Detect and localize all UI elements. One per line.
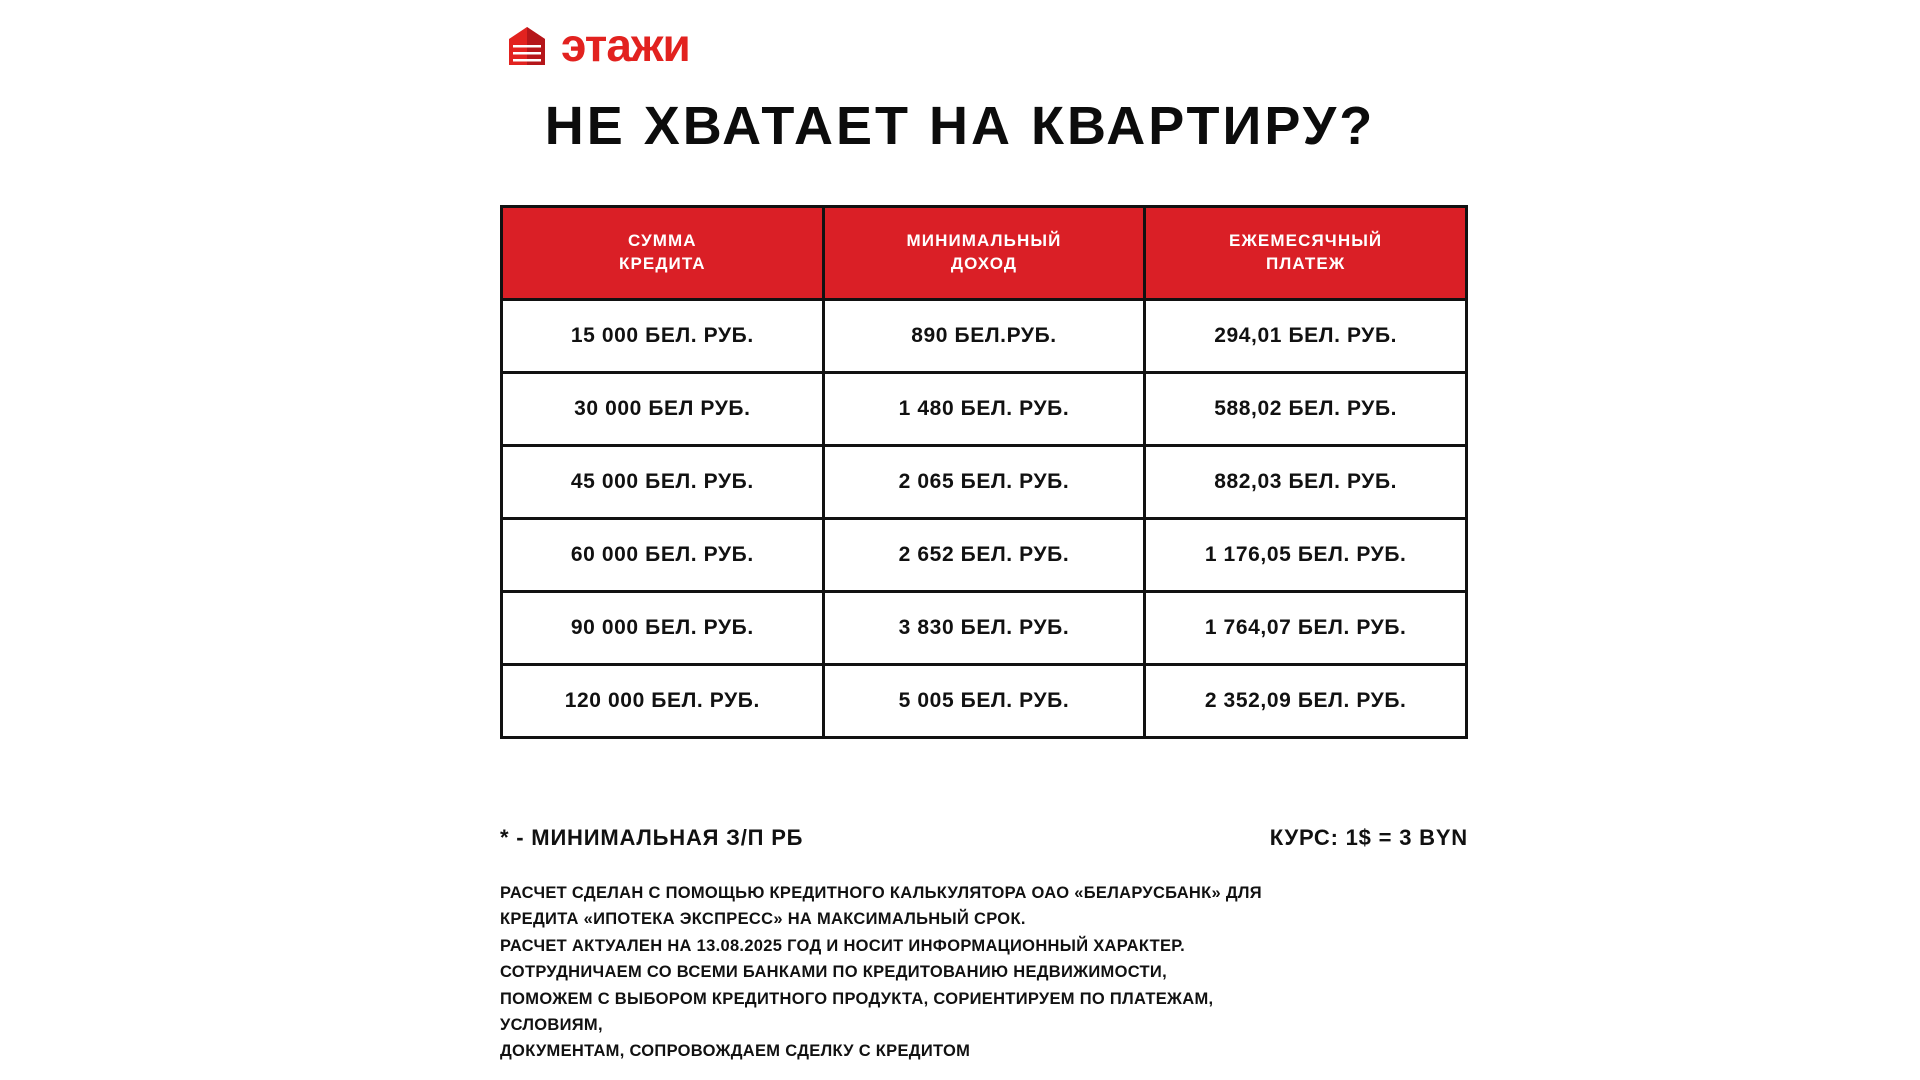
cell-monthly-payment: 1 764,07 БЕЛ. РУБ. bbox=[1145, 591, 1467, 664]
cell-monthly-payment: 588,02 БЕЛ. РУБ. bbox=[1145, 372, 1467, 445]
table-row bbox=[502, 299, 1467, 372]
cell-min-income: 5 005 БЕЛ. РУБ. bbox=[823, 664, 1145, 737]
header-line-2: ДОХОД bbox=[950, 253, 1018, 273]
cell-loan-amount: 90 000 БЕЛ. РУБ. bbox=[502, 591, 824, 664]
header-line-1: СУММА bbox=[627, 231, 697, 250]
table-row bbox=[502, 372, 1467, 445]
disclaimer-line: ПОМОЖЕМ С ВЫБОРОМ КРЕДИТНОГО ПРОДУКТА, СОРИЕНТИРУЕМ ПО ПЛАТЕЖАМ, bbox=[500, 989, 1214, 1008]
header-line-2: КРЕДИТА bbox=[618, 253, 706, 273]
credit-table-container bbox=[500, 205, 1468, 739]
notes-row bbox=[500, 825, 1468, 851]
table-body bbox=[502, 299, 1467, 737]
disclaimer-line: РАСЧЕТ АКТУАЛЕН НА 13.08.2025 ГОД И НОСИТ ИНФОРМАЦИОННЫЙ ХАРАКТЕР. bbox=[500, 936, 1186, 955]
cell-min-income: 890 БЕЛ.РУБ. bbox=[823, 299, 1145, 372]
cell-monthly-payment: 1 176,05 БЕЛ. РУБ. bbox=[1145, 518, 1467, 591]
table-row bbox=[502, 445, 1467, 518]
cell-loan-amount: 120 000 БЕЛ. РУБ. bbox=[502, 664, 824, 737]
column-header-loan-amount bbox=[502, 207, 824, 300]
cell-monthly-payment: 294,01 БЕЛ. РУБ. bbox=[1145, 299, 1467, 372]
table-head bbox=[502, 207, 1467, 300]
disclaimer-line: КРЕДИТА «ИПОТЕКА ЭКСПРЕСС» НА МАКСИМАЛЬНЫЙ СРОК. bbox=[500, 910, 1026, 929]
cell-min-income: 3 830 БЕЛ. РУБ. bbox=[823, 591, 1145, 664]
cell-monthly-payment: 882,03 БЕЛ. РУБ. bbox=[1145, 445, 1467, 518]
cell-loan-amount: 45 000 БЕЛ. РУБ. bbox=[502, 445, 824, 518]
cell-monthly-payment: 2 352,09 БЕЛ. РУБ. bbox=[1145, 664, 1467, 737]
cell-loan-amount: 15 000 БЕЛ. РУБ. bbox=[502, 299, 824, 372]
column-header-min-income bbox=[823, 207, 1145, 300]
disclaimer-line: СОТРУДНИЧАЕМ СО ВСЕМИ БАНКАМИ ПО КРЕДИТОВАНИЮ НЕДВИЖИМОСТИ, bbox=[500, 963, 1167, 982]
disclaimer-line: УСЛОВИЯМ, bbox=[500, 1015, 603, 1034]
brand-name: этажи bbox=[561, 19, 690, 71]
table-row bbox=[502, 591, 1467, 664]
table-row bbox=[502, 518, 1467, 591]
header-line-1: МИНИМАЛЬНЫЙ bbox=[906, 231, 1062, 250]
header-line-1: ЕЖЕМЕСЯЧНЫЙ bbox=[1229, 231, 1383, 250]
table-header-row bbox=[502, 207, 1467, 300]
note-exchange-rate: КУРС: 1$ = 3 BYN bbox=[1269, 825, 1468, 850]
cell-loan-amount: 30 000 БЕЛ РУБ. bbox=[502, 372, 824, 445]
cell-min-income: 2 652 БЕЛ. РУБ. bbox=[823, 518, 1145, 591]
note-min-salary: * - МИНИМАЛЬНАЯ З/П РБ bbox=[500, 825, 804, 850]
disclaimer-line: РАСЧЕТ СДЕЛАН С ПОМОЩЬЮ КРЕДИТНОГО КАЛЬКУЛЯТОРА ОАО «БЕЛАРУСБАНК» ДЛЯ bbox=[500, 884, 1262, 902]
cell-min-income: 2 065 БЕЛ. РУБ. bbox=[823, 445, 1145, 518]
header-line-2: ПЛАТЕЖ bbox=[1266, 253, 1346, 273]
page-title: НЕ ХВАТАЕТ НА КВАРТИРУ? bbox=[544, 96, 1376, 156]
column-header-monthly-payment bbox=[1145, 207, 1467, 300]
building-icon bbox=[505, 25, 549, 65]
brand-logo bbox=[505, 19, 690, 71]
cell-loan-amount: 60 000 БЕЛ. РУБ. bbox=[502, 518, 824, 591]
disclaimer-line: ДОКУМЕНТАМ, СОПРОВОЖДАЕМ СДЕЛКУ С КРЕДИТОМ bbox=[500, 1042, 971, 1061]
table-row bbox=[502, 664, 1467, 737]
credit-table bbox=[500, 205, 1468, 739]
cell-min-income: 1 480 БЕЛ. РУБ. bbox=[823, 372, 1145, 445]
disclaimer-block bbox=[500, 880, 1430, 1065]
